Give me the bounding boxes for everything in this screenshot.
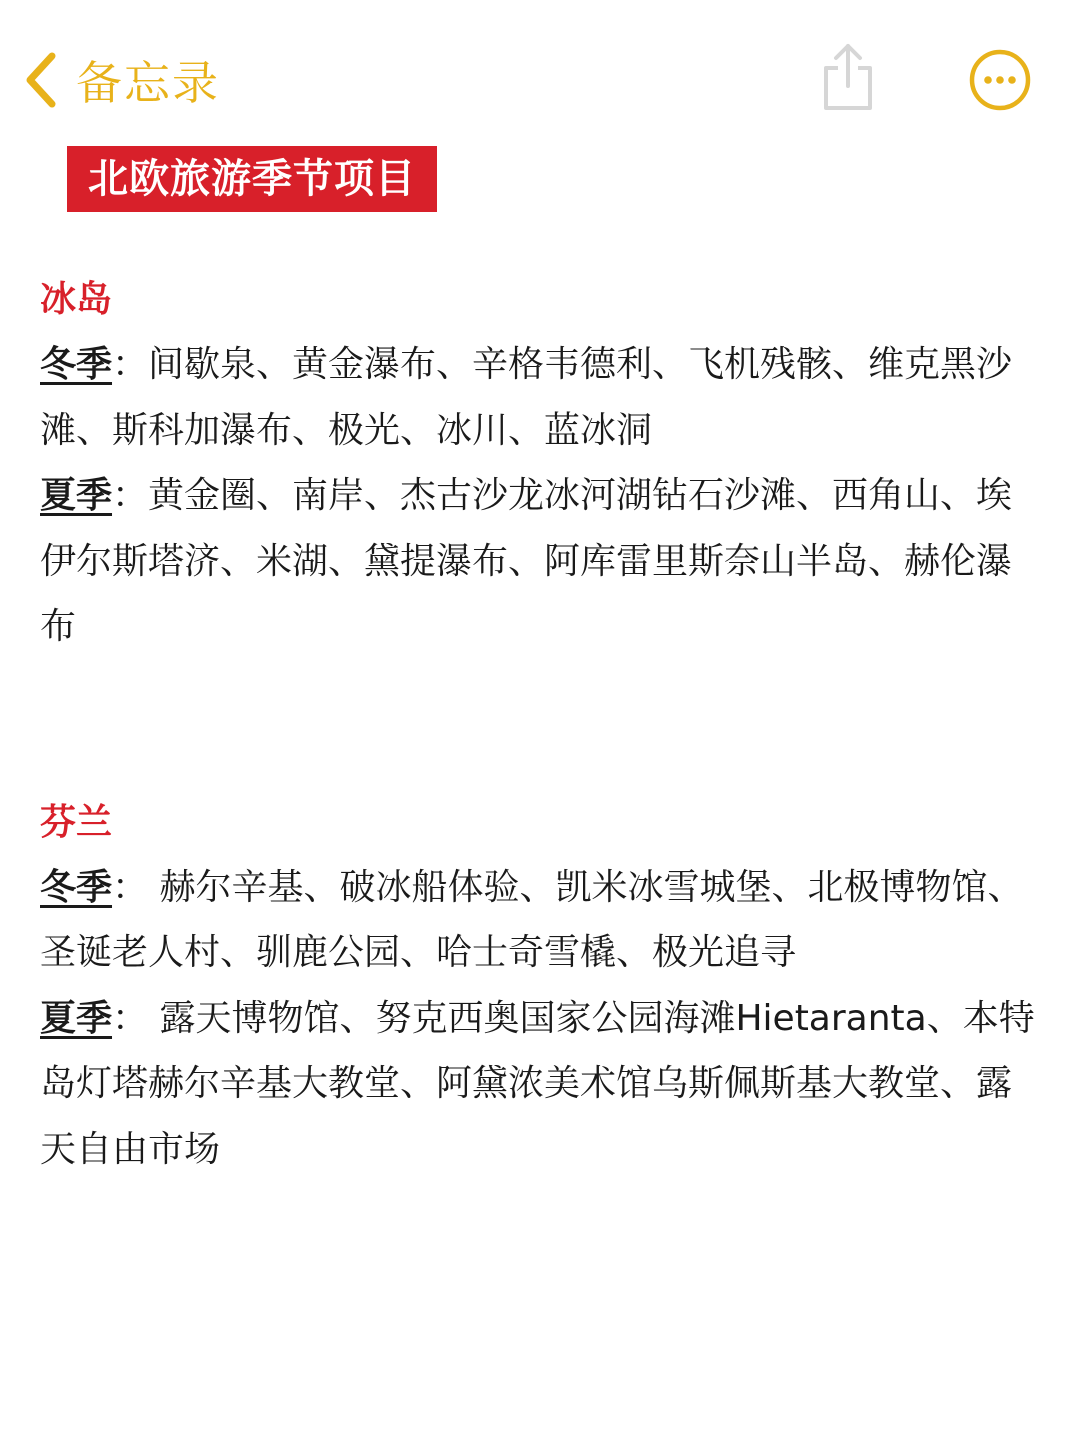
- winter-attractions: 间歇泉、黄金瀑布、辛格韦德利、飞机残骸、维克黑沙滩、斯科加瀑布、极光、冰川、蓝冰洞: [40, 344, 1013, 451]
- summer-paragraph: [40, 463, 1040, 660]
- navigation-bar: [0, 0, 1080, 140]
- back-label: 备忘录: [76, 56, 220, 110]
- country-heading: 芬兰: [40, 801, 113, 843]
- season-separator: ：: [112, 997, 160, 1039]
- back-button[interactable]: [22, 48, 220, 112]
- country-heading: 冰岛: [40, 279, 113, 320]
- summer-attractions: 露天博物馆、努克西奥国家公园海滩Hietaranta、本特岛灯塔赫尔辛基大教堂、阿黛浓美术馆乌斯佩斯基大教堂、露天自由市场: [40, 997, 1035, 1170]
- section-spacer: [40, 660, 1040, 791]
- winter-attractions: 赫尔辛基、破冰船体验、凯米冰雪城堡、北极博物馆、圣诞老人村、驯鹿公园、哈士奇雪橇、极光追寻: [40, 866, 1024, 973]
- note-body: [40, 268, 1040, 1182]
- chevron-left-icon: [22, 50, 58, 110]
- note-title: 北欧旅游季节项目: [67, 146, 437, 212]
- season-label-summer: 夏季: [40, 997, 113, 1039]
- summer-paragraph: [40, 986, 1040, 1183]
- season-label-summer: 夏季: [40, 475, 113, 516]
- season-separator: ：: [112, 866, 160, 908]
- winter-paragraph: [40, 855, 1040, 986]
- winter-paragraph: [40, 332, 1040, 463]
- section-finland: [40, 791, 1040, 1183]
- summer-attractions: 黄金圈、南岸、杰古沙龙冰河湖钻石沙滩、西角山、埃伊尔斯塔济、米湖、黛提瀑布、阿库雷里斯奈山半岛、赫伦瀑布: [40, 475, 1013, 647]
- season-separator: ：: [112, 344, 149, 385]
- season-separator: ：: [112, 475, 149, 516]
- share-icon[interactable]: [818, 42, 878, 114]
- season-label-winter: 冬季: [40, 344, 113, 385]
- section-iceland: [40, 268, 1040, 660]
- season-label-winter: 冬季: [40, 866, 113, 908]
- more-icon[interactable]: [968, 48, 1032, 112]
